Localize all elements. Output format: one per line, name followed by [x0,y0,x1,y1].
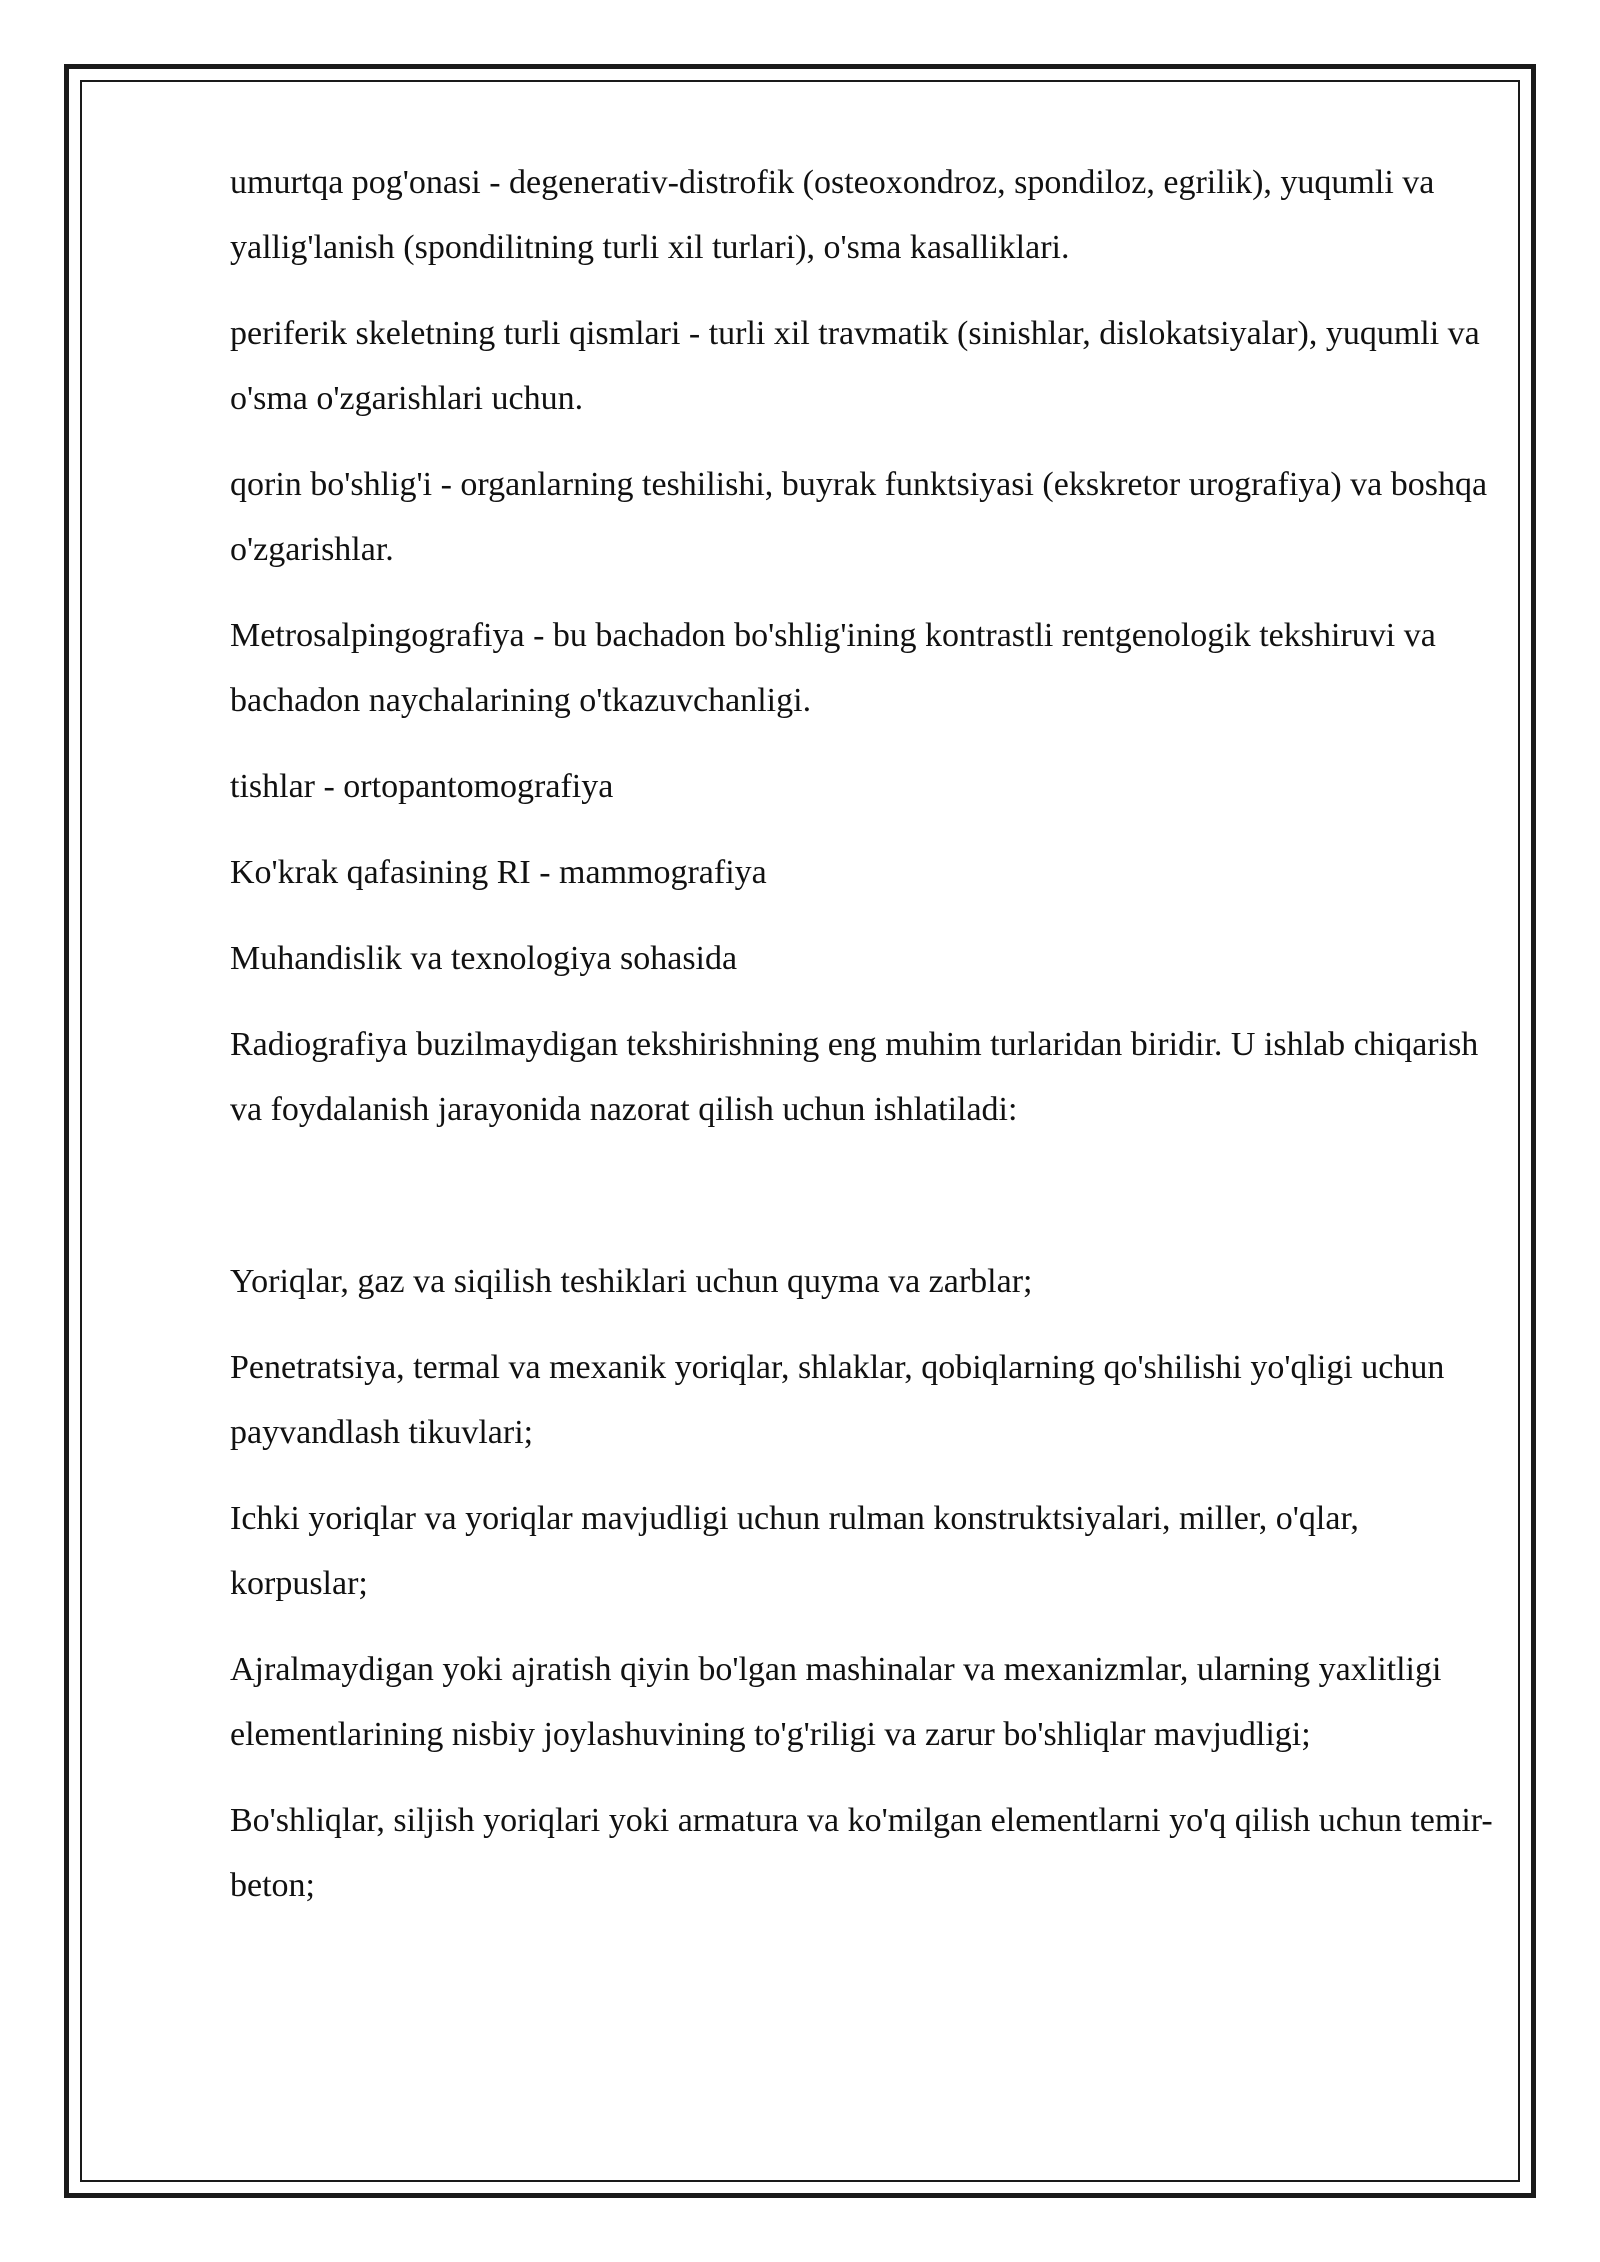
paragraph-spine: umurtqa pog'onasi - degenerativ-distrofik (osteoxondroz, spondiloz, egrilik), yuqumli va yallig'lanish (spondilitning turli xil turlari), o'sma kasalliklari. [230,164,1435,266]
paragraph-metrosalpingography: Metrosalpingografiya - bu bachadon bo'shlig'ining kontrastli rentgenologik tekshiruvi va bachadon naychalarining o'tkazuvchanligi. [230,617,1436,719]
paragraph-abdomen: qorin bo'shlig'i - organlarning teshilishi, buyrak funktsiyasi (ekskretor urografiya) va boshqa o'zgarishlar. [230,466,1488,568]
paragraph-castings: Yoriqlar, gaz va siqilish teshiklari uchun quyma va zarblar; [230,1263,1033,1300]
paragraph-welds: Penetratsiya, termal va mexanik yoriqlar, shlaklar, qobiqlarning qo'shilishi yo'qligi uchun payvandlash tikuvlari; [230,1349,1445,1451]
document-body [230,150,1500,1939]
paragraph-reinforced-concrete: Bo'shliqlar, siljish yoriqlari yoki armatura va ko'milgan elementlarni yo'q qilish uchun temir-beton; [230,1802,1493,1904]
paragraph-machines: Ajralmaydigan yoki ajratish qiyin bo'lgan mashinalar va mexanizmlar, ularning yaxlitligi elementlarining nisbiy joylashuvining to'g'riligi va zarur bo'shliqlar mavjudligi; [230,1651,1442,1753]
paragraph-bearings: Ichki yoriqlar va yoriqlar mavjudligi uchun rulman konstruktsiyalari, miller, o'qlar, korpuslar; [230,1500,1359,1602]
paragraph-radiography-intro: Radiografiya buzilmaydigan tekshirishning eng muhim turlaridan biridir. U ishlab chiqarish va foydalanish jarayonida nazorat qilish uchun ishlatiladi: [230,1026,1479,1128]
paragraph-engineering-heading: Muhandislik va texnologiya sohasida [230,940,738,977]
blank-line [230,1163,1500,1228]
paragraph-mammography: Ko'krak qafasining RI - mammografiya [230,854,767,891]
paragraph-teeth: tishlar - ortopantomografiya [230,768,614,805]
paragraph-peripheral-skeleton: periferik skeletning turli qismlari - turli xil travmatik (sinishlar, dislokatsiyalar), yuqumli va o'sma o'zgarishlari uchun. [230,315,1480,417]
